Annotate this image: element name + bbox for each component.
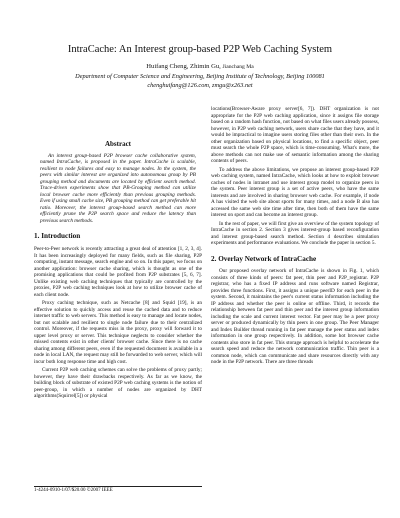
intro-paragraph-1: Peer-to-Peer network is recently attracting a great deal of attention [1, 2, 3, 4]. It has been increasingly deployed for many fields, such as file sharing, P2P computing, instant message, search engine and so on. In this paper, we focus on another application: browser cache sharing, which is thought as one of the promising applications that could be profited from P2P substrates [5, 6, 7]. Unlike existing web caching techniques that typically are controlled by the proxies, P2P web caching techniques look at how to utilize browser cache of each client node. bbox=[34, 246, 202, 298]
intro-paragraph-2: Proxy caching technique, such as Netcache [8] and Squid [19], is an effective solution to quickly access and reuse the cached data and to reduce internet traffic to web servers. This method is easy to manage and locate nodes, but not scalable and resilient to single node failure due to their centralized control. Moreover, if the requests miss in the proxy, proxy will forward it to upper level proxy or server. This technique neglects to consider whether the missed contents exist in other clients' browser cache. Since there is no cache sharing among different peers, even if the requested document is available in a node in local LAN, the request may still be forwarded to web server, which will incur both long response time and high cost. bbox=[34, 300, 202, 365]
footer-rule bbox=[34, 486, 202, 487]
section-2-heading: 2. Overlay Network of IntraCache bbox=[211, 254, 317, 263]
intro-paragraph-6: In the rest of paper, we will first give an overview of the system topology of IntraCache in section 2. Section 3 gives interest-group based reconfiguration and interest group-based search method. Section 4 describes simulation experiments and performance evaluations. We conclude the paper in section 5. bbox=[211, 220, 379, 246]
intro-paragraph-4: locations(Browser-Aware proxy server[6, 7]). DHT organization is not appropriate for the P2P web caching application, since it assigns file storage based on a random hash function, not based on what files users already possess, however, in P2P web caching network, users share cache that they have, and it would be impractical to imagine users storing files other than their own. In the other organization based on physical locations, to find a specific object, peer must search the whole P2P space, which is time-consuming. What's more, the above methods can not make use of semantic information among the sharing contents of peers. bbox=[211, 106, 379, 164]
author-line bbox=[0, 63, 400, 70]
author-names: Huifang Cheng, Zhimin Gu, bbox=[146, 63, 221, 70]
right-column bbox=[211, 106, 379, 368]
author-email: chenghuifang@126.com, zmgu@x263.net bbox=[147, 82, 253, 89]
abstract-text: An interest group-based P2P browser cache collaborative system, named IntraCache, is proposed in the paper. IntraCache is scalable, resilient to node failures and easy to manage nodes. In the system, the peers with similar interest are organized into autonomous group by PB grouping method and documents are located by efficient search method. Trace-driven experiments show that PB-Grouping method can utilize local browser cache more efficiently than previous grouping methods. Even if using small cache size, PB grouping method can get preferable hit ratio. Moreover, the interest group-based search method can more efficiently prune the P2P search space and reduce the latency than previous search methods. bbox=[40, 152, 196, 224]
section-1-heading: 1. Introduction bbox=[34, 232, 81, 241]
intro-paragraph-3: Current P2P web caching schemes can solve the problems of proxy partly; however, they have their drawbacks respectively. As far as we know, the building block of substrate of existed P2P web caching systems is the notion of peer-group, in which a number of nodes are organized by DHT algorithms(Squirrel[5]) or physical bbox=[34, 367, 202, 400]
intro-paragraph-5: To address the above limitations, we propose an interest group-based P2P web caching system, named IntraCache, which looks at how to exploit browser caches of nodes in intranet and use interest group model to organize peers in the system. Peer interest group is a set of active peers, who have the same interests and are involved in sharing browser web cache. For example, if node A has visited the web site about sports for many times, and a node B also has accessed the same web site time after time, then both of them have the same interest on sport and can become an interest group. bbox=[211, 166, 379, 218]
left-column bbox=[34, 106, 202, 402]
copyright-text: 1-4244-0910-1/07/$20.00 ©2007 IEEE bbox=[34, 488, 113, 493]
abstract-heading: Abstract bbox=[104, 140, 132, 148]
author-name-last: Jianchang Ma bbox=[222, 64, 254, 70]
paper-title: IntraCache: An Interest group-based P2P Web Caching System bbox=[67, 44, 333, 55]
overlay-paragraph-1: Our proposed overlay network of IntraCache is shown in Fig. 1, which consists of three kinds of peers: fat peer, thin peer and P2P_registrar. P2P registrar, who has a fixed IP address and runs software named Registrar, provides three functions. First, it assigns a unique peerID for each peer in the system. Second, it maintains the peer's current status information including the IP address and whether the peer is online or offline. Third, it records the relationship between fat peer and thin peer and the interest group information including the scale and current interest vector. Fat peer may be a peer proxy server or produced dynamically by thin peers in one group. The Peer Manager and Index Builder thread running in fat peer manage the peer status and index information in one group respectively. In addition, some hot browser cache contents also store in fat peer. This storage approach is helpful to accelerate the search speed and reduce the network communication traffic. Thin peer is a common node, which can communicate and share resources directly with any node in the P2P network. There are three threads bbox=[211, 268, 379, 366]
copyright-footer bbox=[34, 486, 202, 493]
abstract-block bbox=[34, 153, 202, 225]
affiliation: Department of Computer Science and Engineering, Beijing Institute of Technology, Beijing 100081 bbox=[75, 73, 325, 80]
